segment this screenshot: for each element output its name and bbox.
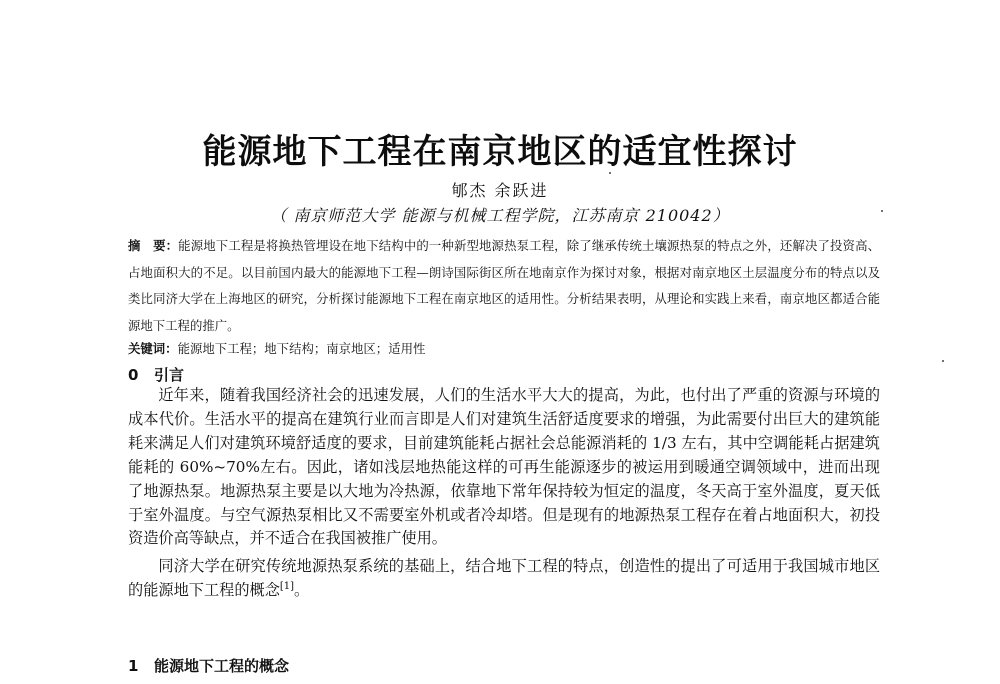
scan-speck bbox=[942, 360, 944, 362]
section-number: 0 bbox=[128, 366, 139, 384]
paper-affiliation: （ 南京师范大学 能源与机械工程学院，江苏南京 210042） bbox=[270, 206, 730, 225]
section-title: 能源地下工程的概念 bbox=[154, 657, 290, 675]
keywords-label: 关键词： bbox=[128, 341, 178, 356]
paragraph-text: 同济大学在研究传统地源热泵系统的基础上，结合地下工程的特点，创造性的提出了可适用于我国城市地区的能源地下工程的概念 bbox=[128, 557, 880, 600]
abstract-block bbox=[128, 233, 880, 339]
abstract-label: 摘 要： bbox=[128, 238, 179, 253]
scan-speck bbox=[609, 172, 611, 174]
scan-speck bbox=[881, 210, 883, 212]
section-heading-concept bbox=[128, 655, 289, 676]
keywords-block bbox=[128, 339, 880, 359]
citation-ref: [1] bbox=[279, 581, 295, 593]
section-title: 引言 bbox=[154, 366, 185, 384]
paragraph-end: 。 bbox=[294, 581, 310, 600]
body-paragraph bbox=[128, 555, 880, 603]
section-number: 1 bbox=[128, 657, 139, 675]
abstract-text: 能源地下工程是将换热管埋设在地下结构中的一种新型地源热泵工程，除了继承传统土壤源热泵的特点之外，还解决了投资高、占地面积大的不足。以目前国内最大的能源地下工程—朗诗国际街区所在地南京作为探讨对象，根据对南京地区土层温度分布的特点以及类比同济大学在上海地区的研究，分析探讨能源地下工程在南京地区的适用性。分析结果表明，从理论和实践上来看，南京地区都适合能源地下工程的推广。 bbox=[128, 238, 881, 333]
body-paragraph: 近年来，随着我国经济社会的迅速发展，人们的生活水平大大的提高，为此，也付出了严重的资源与环境的成本代价。生活水平的提高在建筑行业而言即是人们对建筑生活舒适度要求的增强，为此需要付出巨大的建筑能耗来满足人们对建筑环境舒适度的要求，目前建筑能耗占据社会总能源消耗的 1/3 左右，其中空调能耗占据建筑能耗的 60%~70%左右。因此，诸如浅层地热能这样的可再生能源逐步的被运用到暖通空调领域中，进而出现了地源热泵。地源热泵主要是以大地为冷热源，依靠地下常年保持较为恒定的温度，冬天高于室外温度，夏天低于室外温度。与空气源热泵相比又不需要室外机或者冷却塔。但是现有的地源热泵工程存在着占地面积大，初投资造价高等缺点，并不适合在我国被推广使用。 bbox=[128, 386, 880, 548]
section-heading-introduction bbox=[128, 364, 184, 385]
paper-authors: 郇杰 余跃进 bbox=[451, 181, 549, 200]
keywords-text: 能源地下工程；地下结构；南京地区；适用性 bbox=[177, 341, 426, 356]
introduction-body bbox=[128, 384, 880, 603]
paper-title: 能源地下工程在南京地区的适宜性探讨 bbox=[202, 132, 798, 172]
